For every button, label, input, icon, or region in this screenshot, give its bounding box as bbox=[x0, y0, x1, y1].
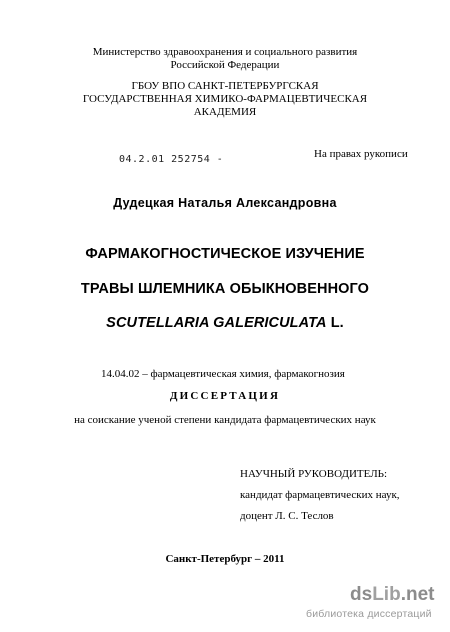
watermark-logo-lib: Lib bbox=[372, 584, 401, 605]
title-line-2: ТРАВЫ ШЛЕМНИКА ОБЫКНОВЕННОГО bbox=[80, 281, 370, 297]
degree-purpose: на соискание ученой степени кандидата фармацевтических наук bbox=[74, 414, 376, 426]
city-year: Санкт-Петербург – 2011 bbox=[165, 553, 285, 565]
supervisor-heading: НАУЧНЫЙ РУКОВОДИТЕЛЬ: bbox=[240, 468, 388, 480]
institution-line-3: АКАДЕМИЯ bbox=[193, 106, 257, 118]
ministry-line-1: Министерство здравоохранения и социального развития bbox=[92, 46, 358, 58]
author-name: Дудецкая Наталья Александровна bbox=[113, 196, 337, 210]
document-type: ДИССЕРТАЦИЯ bbox=[169, 390, 281, 402]
institution-line-1: ГБОУ ВПО САНКТ-ПЕТЕРБУРГСКАЯ bbox=[131, 80, 319, 92]
specialty-code: 14.04.02 – фармацевтическая химия, фармакогнозия bbox=[101, 368, 345, 380]
title-latin-line bbox=[0, 315, 450, 331]
watermark-logo-net: .net bbox=[400, 584, 435, 605]
title-latin-suffix: L. bbox=[326, 315, 344, 331]
title-latin-name: SCUTELLARIA GALERICULATA bbox=[106, 315, 327, 331]
institution-line-2: ГОСУДАРСТВЕННАЯ ХИМИКО-ФАРМАЦЕВТИЧЕСКАЯ bbox=[82, 93, 368, 105]
rights-notice: На правах рукописи bbox=[314, 148, 408, 160]
supervisor-name: доцент Л. С. Теслов bbox=[240, 510, 334, 522]
watermark-subtitle: библиотека диссертаций bbox=[306, 608, 432, 620]
registration-stamp: 04.2.01 252754 - bbox=[119, 154, 224, 165]
supervisor-degree: кандидат фармацевтических наук, bbox=[240, 489, 400, 501]
ministry-line-2: Российской Федерации bbox=[170, 59, 280, 71]
title-line-1: ФАРМАКОГНОСТИЧЕСКОЕ ИЗУЧЕНИЕ bbox=[85, 246, 365, 262]
watermark-logo-ds: ds bbox=[350, 584, 373, 605]
dslib-watermark-logo[interactable] bbox=[350, 584, 434, 606]
